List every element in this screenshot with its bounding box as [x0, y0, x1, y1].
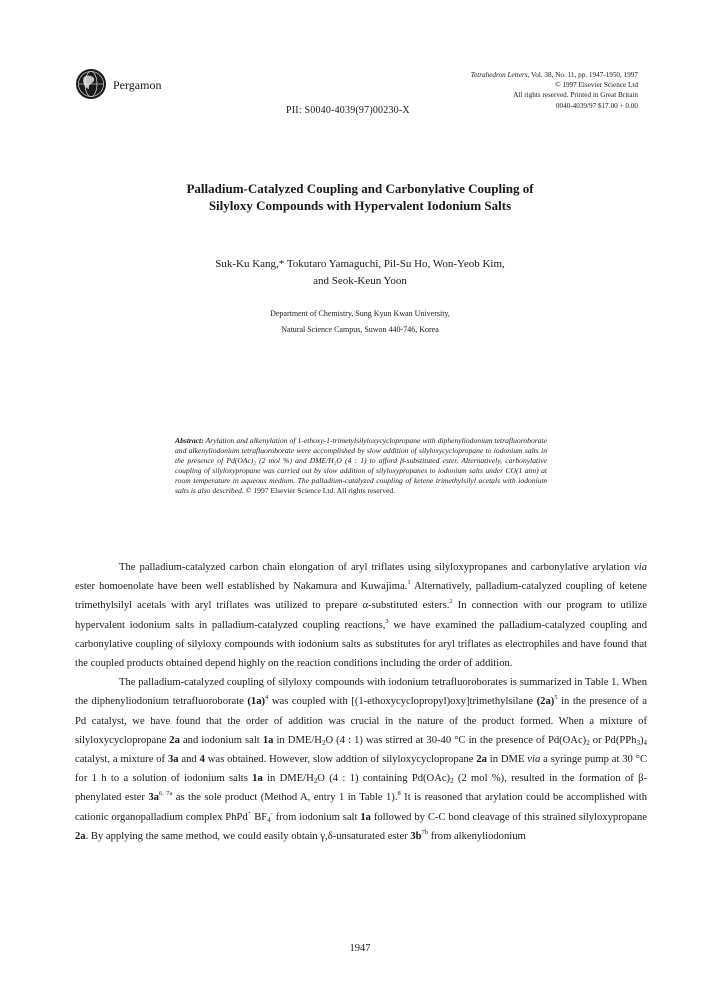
body-text [75, 558, 647, 846]
reference-mark: 5 [554, 694, 558, 702]
affiliation-line: Natural Science Campus, Suwon 440-746, Korea [281, 325, 439, 334]
issn-price-line: 0040-4039/97 $17.00 + 0.00 [555, 101, 638, 110]
pergamon-globe-logo [75, 68, 107, 100]
reference-mark: 2 [449, 598, 453, 606]
reference-mark: 6, 7a [158, 790, 173, 798]
abstract-label: Abstract: [175, 436, 204, 445]
abstract-text: Arylation and alkenylation of 1-ethoxy-1-trimetylsilyloxycyclopropane with diphenyliodonium tetrafluoroborate and alkenyliodonium tetrafluoroborate were accomplished by slow addition of silyloxycyclopropane to iodonium salts in the presence of Pd(OAc)₂ (2 mol %) and DME/H₂O (4 : 1) to afford β-substituted ester. Alternatively, carbonylative coupling of silyloxypropane was carried out by slow addition of silyloxypropanes to iodonium salts under CO(1 atm) at room temperature in aqueous medium. The palladium-catalyzed coupling of ketene trimethylsilyl acetals with iodonium salts is also described. [175, 436, 547, 495]
paragraph: The palladium-catalyzed carbon chain elongation of aryl triflates using silyloxypropanes and carbonylative arylation via ester homoenolate have been well established by Nakamura and Kuwajima.$^1$ Alternatively, palladium-catalyzed coupling of ketene trimethylsilyl acetals with aryl triflates was utilized to prepare α-substituted esters.$^2$ In connection with our program to utilize hypervalent iodonium salts in palladium-catalyzed coupling reactions,$^3$ we have examined the palladium-catalyzed coupling and carbonylative coupling of silyloxy compounds with iodonium salts as substitutes for aryl triflates as electrophiles and have found that the coupled products obtained depend highly on the reaction conditions including the order of addition. [75, 562, 647, 670]
rights-line: All rights reserved. Printed in Great Britain [513, 91, 638, 100]
publisher-name: Pergamon [113, 78, 162, 92]
author-line: and Seok-Keun Yoon [313, 275, 407, 287]
affiliation-line: Department of Chemistry, Sung Kyun Kwan University, [270, 309, 450, 318]
journal-citation-block [471, 70, 638, 111]
copyright-line: © 1997 Elsevier Science Ltd [555, 81, 638, 90]
reference-mark: 7b [421, 828, 429, 836]
article-title [0, 180, 720, 214]
journal-name: Tetrahedron Letters [470, 71, 528, 79]
paragraph: The palladium-catalyzed coupling of silyloxy compounds with iodonium tetrafluoroborates is summarized in Table 1. When the diphenyliodonium tetrafluoroborate $(1a)^4$ was coupled with [(1-ethoxycyclopropyl)oxy]trimethylsilane $(2a)^5$ in the presence of a Pd catalyst, we have found that the order of addition was crucial in the nature of the product formed. When a mixture of silyloxycyclopropane 2a and iodonium salt 1a in DME/$H_2O$ (4 : 1) was stirred at 30-40 °C in the presence of $Pd(OAc)_2$ or $Pd(PPh_3)_4$ catalyst, a mixture of 3a and 4 was obtained. However, slow addtion of silyloxycyclopropane 2a in DME via a syringe pump at 30 °C for 1 h to a solution of iodonium salts 1a in DME/$H_2O$ (4 : 1) containing $Pd(OAc)_2$ (2 mol %), resulted in the formation of β-phenylated ester $3a^{6, 7a}$ as the sole product (Method A, entry 1 in Table 1).$^8$ It is reasoned that arylation could be accomplished with cationic organopalladium complex PhPd+ $BF_4^-$ from iodonium salt 1a followed by C-C bond cleavage of this strained silyloxypropane 2a. By applying the same method, we could easily obtain γ,δ-unsaturated ester $3b^{7b}$ from alkenyliodonium [75, 677, 648, 842]
title-line: Silyloxy Compounds with Hypervalent Iodonium Salts [208, 198, 512, 213]
reference-mark: 4 [265, 694, 269, 702]
journal-volume-pages: , Vol. 38, No. 11, pp. 1947-1950, 1997 [527, 71, 638, 79]
title-line: Palladium-Catalyzed Coupling and Carbonylative Coupling of [186, 181, 534, 196]
compound-label: (2a) [536, 696, 555, 708]
abstract-copyright: © 1997 Elsevier Science Ltd. All rights reserved. [245, 485, 396, 495]
abstract [175, 436, 547, 495]
compound-label: (1a) [247, 696, 266, 708]
author-line: Suk-Ku Kang,* Tokutaro Yamaguchi, Pil-Su Ho, Won-Yeob Kim, [215, 258, 505, 270]
reference-mark: 3 [385, 617, 389, 625]
author-list [0, 256, 720, 290]
reference-mark: 1 [407, 579, 411, 587]
pii-identifier: PII: S0040-4039(97)00230-X [286, 105, 410, 116]
reference-mark: 8 [397, 790, 401, 798]
page-number: 1947 [349, 943, 371, 954]
journal-citation [471, 70, 638, 80]
affiliation [0, 306, 720, 338]
